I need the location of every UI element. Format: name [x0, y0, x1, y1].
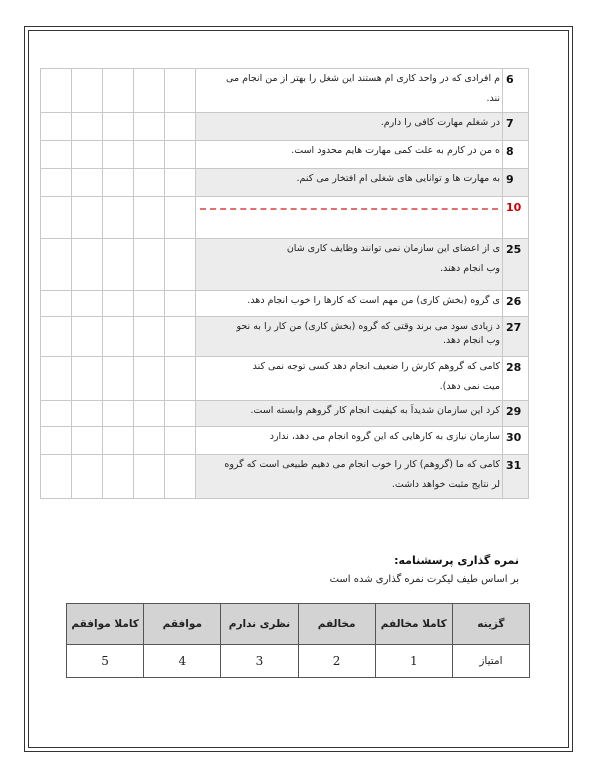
- question-number: 9: [503, 169, 529, 197]
- answer-cell: [41, 357, 72, 401]
- scoring-header-cell: نظری ندارم: [221, 604, 298, 645]
- question-number: 6: [503, 69, 529, 113]
- question-text-line: در شغلم مهارت کافی را دارم.: [380, 117, 500, 128]
- answer-cell: [103, 357, 134, 401]
- question-text-line: م افرادی که در واحد کاری ام هستند این شغل را بهتر از من انجام می: [226, 73, 500, 84]
- answer-cell: [165, 239, 196, 291]
- question-text-line: کرد این سازمان شدیداً به کیفیت انجام کار گروهم وابسته است.: [250, 405, 500, 416]
- answer-cell: [165, 291, 196, 317]
- question-text: [196, 69, 503, 113]
- answer-cell: [41, 113, 72, 141]
- question-row: [41, 239, 529, 291]
- answer-cell: [72, 427, 103, 455]
- question-number: 7: [503, 113, 529, 141]
- answer-cell: [134, 401, 165, 427]
- answer-cell: [103, 141, 134, 169]
- questionnaire-table: [40, 68, 529, 499]
- answer-cell: [165, 317, 196, 357]
- scoring-title: نمره گذاری پرسشنامه:: [394, 554, 519, 567]
- answer-cell: [134, 197, 165, 239]
- answer-cell: [72, 141, 103, 169]
- answer-cell: [41, 401, 72, 427]
- question-text-line: وب انجام دهد.: [442, 335, 500, 346]
- question-row: [41, 141, 529, 169]
- scoring-value-cell: 3: [221, 645, 298, 678]
- scoring-value-cell: 4: [144, 645, 221, 678]
- answer-cell: [134, 427, 165, 455]
- answer-cell: [165, 455, 196, 499]
- scoring-header-cell: کاملا موافقم: [67, 604, 144, 645]
- question-text-line: لر نتایج مثبت خواهد داشت.: [391, 479, 500, 490]
- question-row: [41, 357, 529, 401]
- question-row: [41, 197, 529, 239]
- question-text-line: وب انجام دهند.: [440, 263, 500, 274]
- answer-cell: [134, 169, 165, 197]
- answer-cell: [72, 455, 103, 499]
- answer-cell: [103, 113, 134, 141]
- scoring-table: [66, 603, 530, 678]
- question-text: [196, 427, 503, 455]
- question-text-line: ی گروه (بخش کاری) من مهم است که کارها را خوب انجام دهد.: [247, 295, 500, 306]
- question-text-line: کامی که ما (گروهم) کار را خوب انجام می دهیم طبیعی است که گروه: [224, 459, 500, 470]
- answer-cell: [103, 401, 134, 427]
- answer-cell: [41, 291, 72, 317]
- answer-cell: [103, 455, 134, 499]
- answer-cell: [134, 113, 165, 141]
- answer-cell: [41, 197, 72, 239]
- question-text-line: د زیادی سود می برند وقتی که گروه (بخش کاری) من کار را به نحو: [236, 321, 500, 332]
- answer-cell: [72, 239, 103, 291]
- scoring-value-cell: 5: [67, 645, 144, 678]
- answer-cell: [41, 69, 72, 113]
- answer-cell: [165, 197, 196, 239]
- answer-cell: [41, 239, 72, 291]
- question-number: 8: [503, 141, 529, 169]
- scoring-header-cell: موافقم: [144, 604, 221, 645]
- question-text: [196, 141, 503, 169]
- question-text-line: ه من در کارم به علت کمی مهارت هایم محدود است.: [291, 145, 500, 156]
- question-row: [41, 169, 529, 197]
- scoring-header-cell: گزینه: [452, 604, 529, 645]
- question-row: [41, 455, 529, 499]
- answer-cell: [72, 169, 103, 197]
- answer-cell: [41, 169, 72, 197]
- answer-cell: [103, 291, 134, 317]
- question-text: [196, 169, 503, 197]
- answer-cell: [72, 357, 103, 401]
- question-row: [41, 69, 529, 113]
- scoring-header-cell: مخالفم: [298, 604, 375, 645]
- question-text: [196, 357, 503, 401]
- question-number: 27: [503, 317, 529, 357]
- question-text: [196, 455, 503, 499]
- answer-cell: [41, 455, 72, 499]
- question-row: [41, 113, 529, 141]
- answer-cell: [103, 197, 134, 239]
- answer-cell: [103, 239, 134, 291]
- answer-cell: [41, 141, 72, 169]
- answer-cell: [72, 401, 103, 427]
- answer-cell: [134, 357, 165, 401]
- answer-cell: [72, 69, 103, 113]
- question-number: 31: [503, 455, 529, 499]
- answer-cell: [165, 401, 196, 427]
- question-text: [196, 197, 503, 239]
- answer-cell: [165, 427, 196, 455]
- question-number: 26: [503, 291, 529, 317]
- question-text: [196, 401, 503, 427]
- question-number: 28: [503, 357, 529, 401]
- answer-cell: [103, 427, 134, 455]
- question-number: 10: [503, 197, 529, 239]
- separator-dashes: [200, 208, 498, 210]
- answer-cell: [165, 169, 196, 197]
- answer-cell: [134, 141, 165, 169]
- question-text: [196, 239, 503, 291]
- question-text: [196, 291, 503, 317]
- scoring-header-row: [67, 604, 530, 645]
- answer-cell: [165, 69, 196, 113]
- question-text-line: به مهارت ها و توانایی های شغلی ام افتخار می کنم.: [296, 173, 500, 184]
- question-text-line: میت نمی دهد).: [439, 381, 500, 392]
- question-number: 30: [503, 427, 529, 455]
- answer-cell: [41, 317, 72, 357]
- answer-cell: [72, 197, 103, 239]
- scoring-value-cell: 2: [298, 645, 375, 678]
- scoring-description: بر اساس طیف لیکرت نمره گذاری شده است: [329, 574, 519, 585]
- answer-cell: [134, 239, 165, 291]
- scoring-header-cell: کاملا مخالفم: [375, 604, 452, 645]
- answer-cell: [165, 141, 196, 169]
- question-row: [41, 401, 529, 427]
- answer-cell: [103, 169, 134, 197]
- answer-cell: [41, 427, 72, 455]
- question-row: [41, 317, 529, 357]
- scoring-value-cell: 1: [375, 645, 452, 678]
- question-text: [196, 317, 503, 357]
- question-row: [41, 291, 529, 317]
- answer-cell: [134, 69, 165, 113]
- answer-cell: [165, 113, 196, 141]
- question-text-line: ی از اعضای این سازمان نمی توانند وظایف کاری شان: [286, 243, 500, 254]
- answer-cell: [72, 317, 103, 357]
- question-text-line: نند.: [486, 93, 500, 104]
- answer-cell: [103, 317, 134, 357]
- question-text: [196, 113, 503, 141]
- question-number: 29: [503, 401, 529, 427]
- answer-cell: [103, 69, 134, 113]
- scoring-values-row: [67, 645, 530, 678]
- answer-cell: [134, 317, 165, 357]
- answer-cell: [134, 455, 165, 499]
- answer-cell: [72, 113, 103, 141]
- question-number: 25: [503, 239, 529, 291]
- answer-cell: [165, 357, 196, 401]
- scoring-value-cell: امتیاز: [452, 645, 529, 678]
- answer-cell: [134, 291, 165, 317]
- question-text-line: سازمان نیازی به کارهایی که این گروه انجام می دهد، ندارد: [269, 431, 500, 442]
- answer-cell: [72, 291, 103, 317]
- question-row: [41, 427, 529, 455]
- question-text-line: کامی که گروهم کارش را ضعیف انجام دهد کسی توجه نمی کند: [252, 361, 500, 372]
